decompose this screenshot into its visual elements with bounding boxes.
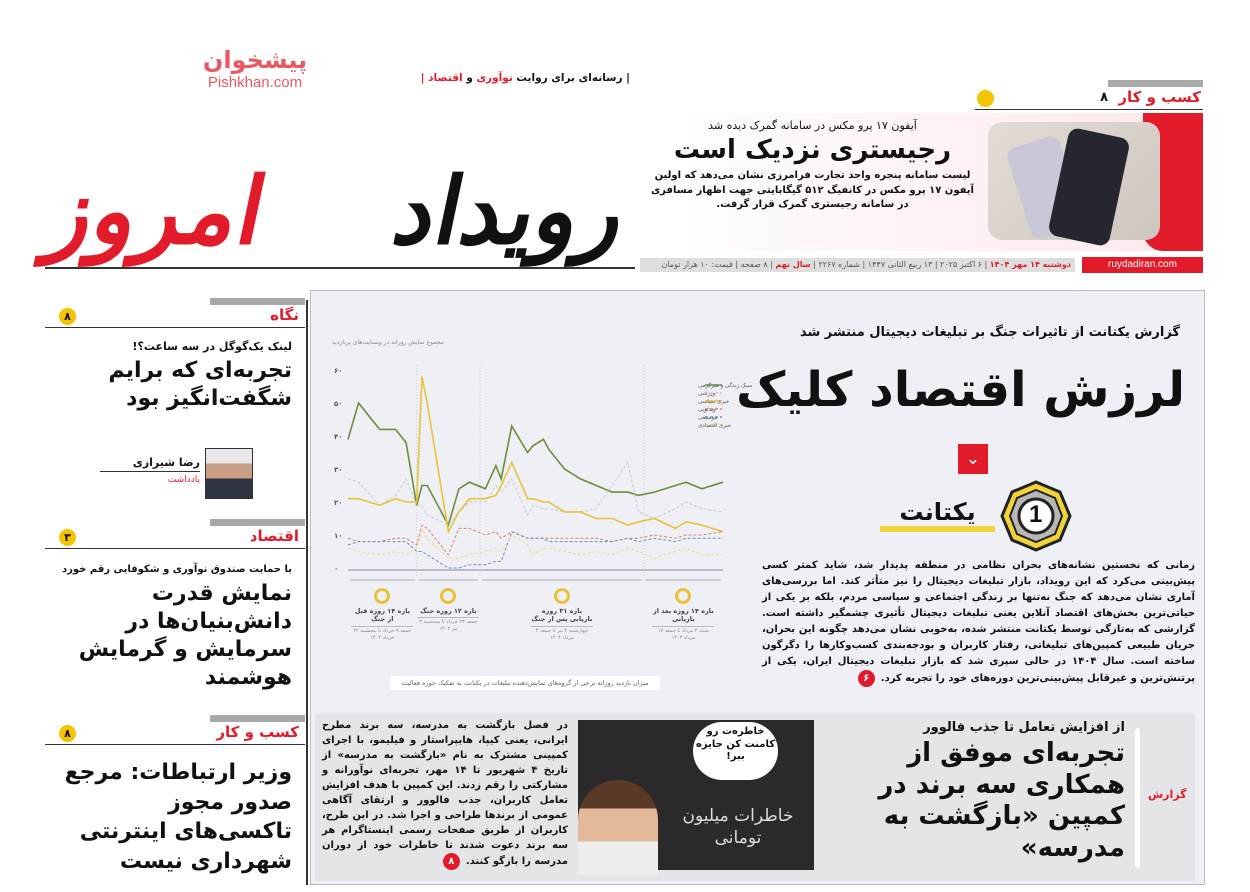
section-bar [1108, 80, 1203, 87]
y-tick-label: ۵۰ [334, 400, 343, 408]
bottom-story-heading [820, 720, 1125, 865]
tag-divider [1135, 728, 1140, 868]
badge-number: 1 [1029, 501, 1043, 528]
price: | ۸ صفحه | قیمت: ۱۰ هزار تومان [661, 260, 773, 269]
period-label: بازه ۱۴ روزه قبل از جنگ [354, 607, 410, 624]
page-number: ۸ [1100, 90, 1108, 105]
legend-label: ورزشی [698, 391, 716, 397]
legend-label: سبک زندگی و سرگرمی [698, 383, 753, 389]
watermark-en: Pishkhan.com [207, 74, 303, 91]
thought-bubble: خاطره‌ت رو کامنت کن جایزه ببر! [693, 722, 778, 780]
series-line [348, 377, 723, 532]
yektanet-logo [880, 480, 1075, 552]
site-link[interactable]: ruydadiran.com [1082, 257, 1203, 273]
story-kicker: لینک یک‌گوگل در سه ساعت؟! [132, 340, 292, 353]
iphone-photo [988, 122, 1160, 240]
period-label: بازه ۳۱ روزه بازیابی پس از جنگ [531, 607, 593, 624]
y-tick-label: ۶۰ [334, 367, 343, 375]
section-header-business [45, 723, 305, 745]
teaser-section-header [975, 88, 1203, 110]
tagline [421, 72, 630, 84]
teaser-headline: رجیستری نزدیک است [673, 135, 952, 165]
bottom-story-body [322, 718, 568, 870]
teaser-text [650, 119, 975, 213]
tagline-innovation: نوآوری [476, 72, 513, 84]
period-range: چهارشنبه ۴ تیر تا جمعه ۳ مرداد ۱۴۰۴ [531, 626, 593, 642]
article-type: یادداشت [167, 475, 200, 485]
legend-label: ویدئویی [698, 407, 716, 413]
series-line [348, 528, 723, 558]
teaser-kicker: آیفون ۱۷ پرو مکس در سامانه گمرک دیده شد [708, 119, 917, 132]
page-badge[interactable]: ۸ [443, 853, 460, 870]
tagline-and: و [466, 72, 473, 84]
y-axis-label: مجموع نمایش روزانه در وبسایت‌های پربازدید [332, 339, 444, 346]
period-range: جمعه ۲۳ خرداد تا سه‌شنبه ۳ تیر ۱۴۰۴ [419, 619, 478, 633]
page-badge: ۸ [59, 725, 76, 742]
tagline-text: | رسانه‌ای برای روایت [516, 72, 630, 84]
legend-label: خبری اقتصادی [698, 423, 732, 429]
chevron-down-icon[interactable]: ⌄ [958, 444, 988, 474]
legend-label: خبری سیاسی [698, 399, 730, 405]
teaser-body: لیست سامانه پنجره واحد تجارت فرامرزی نشان می‌دهد که اولین آیفون ۱۷ پرو مکس در کانفیگ ۵۱۲ گیگابایتی جهت اظهار مسافری در سامانه رجیستری گمرک قرار گرفت. [651, 170, 974, 210]
logo-part-2: امروز [38, 156, 277, 265]
story-business[interactable] [45, 758, 292, 877]
story-headline: تجربه‌ای که برایم شگفت‌انگیز بود [108, 358, 292, 411]
section-title: کسب و کار [216, 723, 299, 741]
section-title: اقتصاد [249, 527, 299, 545]
boy-figure [578, 780, 658, 875]
watermark [190, 46, 320, 91]
teaser-box[interactable] [640, 113, 1203, 251]
section-title: کسب و کار [1118, 88, 1201, 106]
line-chart [320, 330, 753, 590]
period-range: جمعه ۹ خرداد تا پنجشنبه ۲۲ خرداد ۱۴۰۴ [353, 627, 412, 641]
section-bar [210, 519, 305, 526]
year: سال نهم [775, 260, 811, 269]
dateline [640, 258, 1075, 272]
period-label: بازه ۱۴ روزه بعد از بازیابی [653, 607, 714, 624]
section-bar [210, 715, 305, 722]
logo-part-1: رویداد [384, 156, 637, 265]
page-badge: ۸ [59, 308, 76, 325]
bottom-body-text: در فصل بازگشت به مدرسه، سه برند مطرح ایرانی، یعنی کیپا، هایپراستار و فیلیمو، با اجرای کمپینی مشترک به نام «بازگشت به مدرسه» از تاریخ ۴ شهریور تا ۱۴ مهر، تجربه‌ای نوآورانه و مشارکتی را رقم زدند. این کمپین با هدف افزایش تعامل کاربران، جذب فالوور و ارتقای آگاهی عمومی از برندها طراحی و اجرا شد. در این طرح، کاربران از طریق صفحات رسمی اینستاگرام هر سه برند دعوت شدند تا خاطرات خود از دوران مدرسه را بازگو کنند. [322, 720, 568, 867]
page-badge[interactable]: ۶ [858, 670, 875, 687]
chalkboard-text: خاطرات میلیون تومانی [682, 806, 794, 849]
section-bar [210, 298, 305, 305]
masthead-rule [45, 267, 635, 269]
feature-body-text: زمانی که نخستین نشانه‌های بحران نظامی در منطقه پدیدار شد، شاید کمتر کسی پیش‌بینی می‌کرد که این رویداد، بازار تبلیغات دیجیتال را نیز متأثر کند. اما بررسی‌های آماری نشان می‌دهد که جنگ نه‌تنها بر زندگی اجتماعی و سیاسی مردم، بلکه بر یکی از حیاتی‌ترین بخش‌های اقتصاد آنلاین یعنی تبلیغات دیجیتال تأثیری چشمگیر داشته است. گزارشی که به‌تازگی توسط یکتانت منتشر شده، به‌خوبی نشان می‌دهد چگونه این بحران، جریان طبیعی کمپین‌های تبلیغاتی، رفتار کاربران و بودجه‌بندی کسب‌وکارها را دگرگون ساخته است. سال ۱۴۰۴ در حالی سپری شد که بازار تبلیغات دیجیتال ایران، یکی از پرتنش‌ترین و غیرقابل پیش‌بینی‌ترین دوره‌های خود را تجربه کرد. [762, 560, 1196, 684]
y-tick-label: ۴۰ [334, 433, 343, 441]
story-economy[interactable] [45, 564, 292, 693]
school-photo [578, 720, 814, 870]
period-label: بازه ۱۲ روزه جنگ [420, 607, 477, 615]
author-name: رضا شیرازی [100, 456, 200, 472]
author-block [100, 456, 200, 485]
story-kicker: با حمایت صندوق نوآوری و شکوفایی رقم خورد [62, 564, 292, 575]
feature-headline[interactable]: لرزش اقتصاد کلیک [736, 362, 1185, 418]
y-tick-label: ۰ [334, 565, 339, 573]
watermark-fa: پیشخوان [202, 46, 308, 74]
period-range: شنبه ۴ مرداد تا جمعه ۱۷ مرداد ۱۴۰۴ [652, 626, 714, 642]
series-line [348, 462, 723, 525]
author-photo [205, 448, 253, 499]
story-kicker: از افزایش تعامل تا جذب فالوور [923, 720, 1125, 735]
y-tick-label: ۱۰ [334, 532, 343, 540]
brand-name: یکتانت [880, 498, 995, 532]
page-badge: ۳ [59, 529, 76, 546]
feature-body [762, 558, 1195, 687]
legend-label: موسیقی [698, 415, 718, 421]
series-line [348, 403, 723, 525]
section-title: نگاه [270, 306, 299, 324]
story-headline: وزیر ارتباطات: مرجع صدور مجوز تاکسی‌های اینترنتی شهرداری نیست [64, 760, 292, 875]
column-divider [306, 300, 308, 885]
story-tag: گزارش [1148, 788, 1187, 801]
chart-caption: میزان بازدید روزانه برخی از گروه‌های نمایش‌دهنده تبلیغات در یکتانت به تفکیک حوزه فعالیت [390, 676, 660, 690]
issue-info: | ۶ اکتبر ۲۰۲۵ | ۱۳ ربیع الثانی ۱۴۴۷ | شماره ۲۲۶۷ | [813, 260, 988, 269]
story-negah[interactable] [45, 340, 292, 412]
yellow-dot-icon [977, 90, 994, 107]
story-headline: نمایش قدرت دانش‌بنیان‌ها در سرمایش و گرمایش هوشمند [78, 581, 292, 691]
y-tick-label: ۳۰ [334, 466, 343, 474]
section-header-economy [45, 527, 305, 549]
story-headline: تجربه‌ای موفق از همکاری سه برند در کمپین «بازگشت به مدرسه» [878, 738, 1125, 864]
series-line [348, 525, 723, 555]
feature-kicker: گزارش یکتانت از تاثیرات جنگ بر تبلیغات دیجیتال منتشر شد [799, 325, 1180, 340]
y-tick-label: ۲۰ [334, 499, 343, 507]
masthead-logo[interactable] [38, 112, 637, 265]
date: دوشنبه ۱۴ مهر ۱۴۰۴ [989, 260, 1071, 269]
section-header-negah [45, 306, 305, 328]
tagline-economy: اقتصاد | [420, 72, 463, 84]
